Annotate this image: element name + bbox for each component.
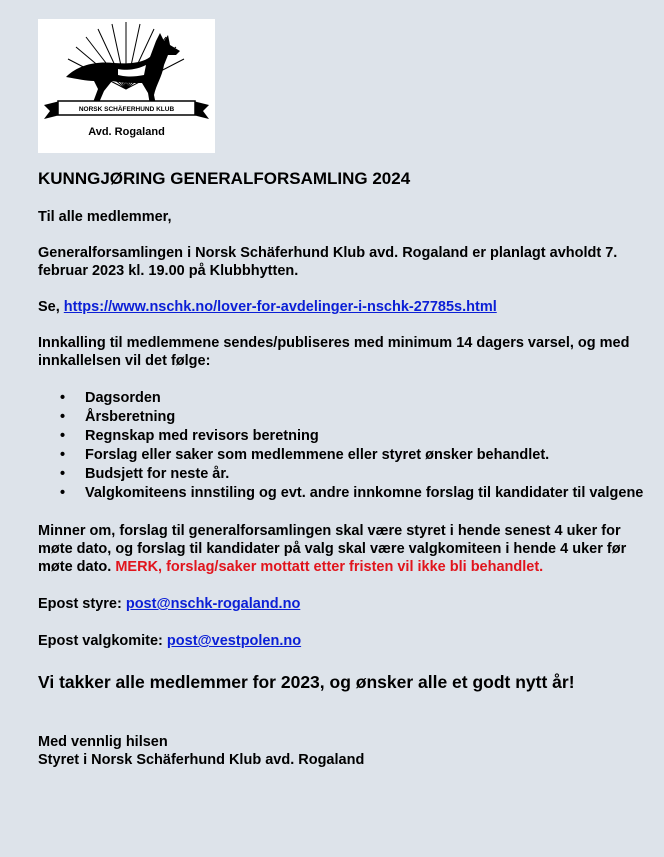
board-email-label: Epost styre:	[38, 596, 126, 612]
announcement	[38, 168, 648, 769]
agenda-item: • Valgkomiteens innstiling og evt. andre innkomne forslag til kandidater til valgene	[38, 484, 648, 503]
see-line	[38, 298, 648, 316]
greeting: Til alle medlemmer,	[38, 209, 172, 225]
agenda-list	[38, 389, 648, 503]
board-email-link[interactable]: post@nschk-rogaland.no	[125, 596, 301, 612]
signature: Styret i Norsk Schäferhund Klub avd. Rogaland	[38, 752, 365, 768]
reminder-paragraph	[38, 522, 648, 576]
agenda-item: • Forslag eller saker som medlemmene eller styret ønsker behandlet.	[38, 446, 648, 465]
agenda-item: • Årsberetning	[38, 408, 648, 427]
logo-banner-text: NORSK SCHÄFERHUND KLUB	[78, 106, 175, 113]
committee-email-link[interactable]: post@vestpolen.no	[166, 633, 302, 649]
committee-email-label: Epost valgkomite:	[38, 633, 167, 649]
notice-paragraph: Innkalling til medlemmene sendes/publiseres med minimum 14 dagers varsel, og med innkallelsen vil det følge:	[38, 335, 630, 369]
see-prefix: Se,	[38, 299, 64, 315]
agenda-item: • Budsjett for neste år.	[38, 465, 648, 484]
thanks-message: Vi takker alle medlemmer for 2023, og ønsker alle et godt nytt år!	[38, 672, 575, 692]
committee-email-line	[38, 632, 648, 650]
reminder-text: Minner om, forslag til generalforsamlingen skal være styret i hende senest 4 uker for møte dato, og forslag til kandidater på valg skal være valgkomiteen i hende 4 uker før møte dato.	[38, 523, 627, 575]
club-logo	[38, 19, 215, 153]
regulations-link[interactable]: https://www.nschk.no/lover-for-avdelinger-i-nschk-27785s.html	[63, 299, 497, 315]
deadline-warning: MERK, forslag/saker mottatt etter fristen vil ikke bli behandlet.	[115, 559, 544, 575]
board-email-line	[38, 595, 648, 613]
german-shepherd-icon	[38, 19, 215, 125]
closing: Med vennlig hilsen	[38, 734, 168, 750]
intro-paragraph: Generalforsamlingen i Norsk Schäferhund Klub avd. Rogaland er planlagt avholdt 7. februar 2023 kl. 19.00 på Klubbhytten.	[38, 245, 618, 279]
agenda-item: • Dagsorden	[38, 389, 648, 408]
agenda-item: • Regnskap med revisors beretning	[38, 427, 648, 446]
logo-caption: Avd. Rogaland	[88, 126, 165, 138]
page-title: KUNNGJØRING GENERALFORSAMLING 2024	[38, 169, 411, 188]
